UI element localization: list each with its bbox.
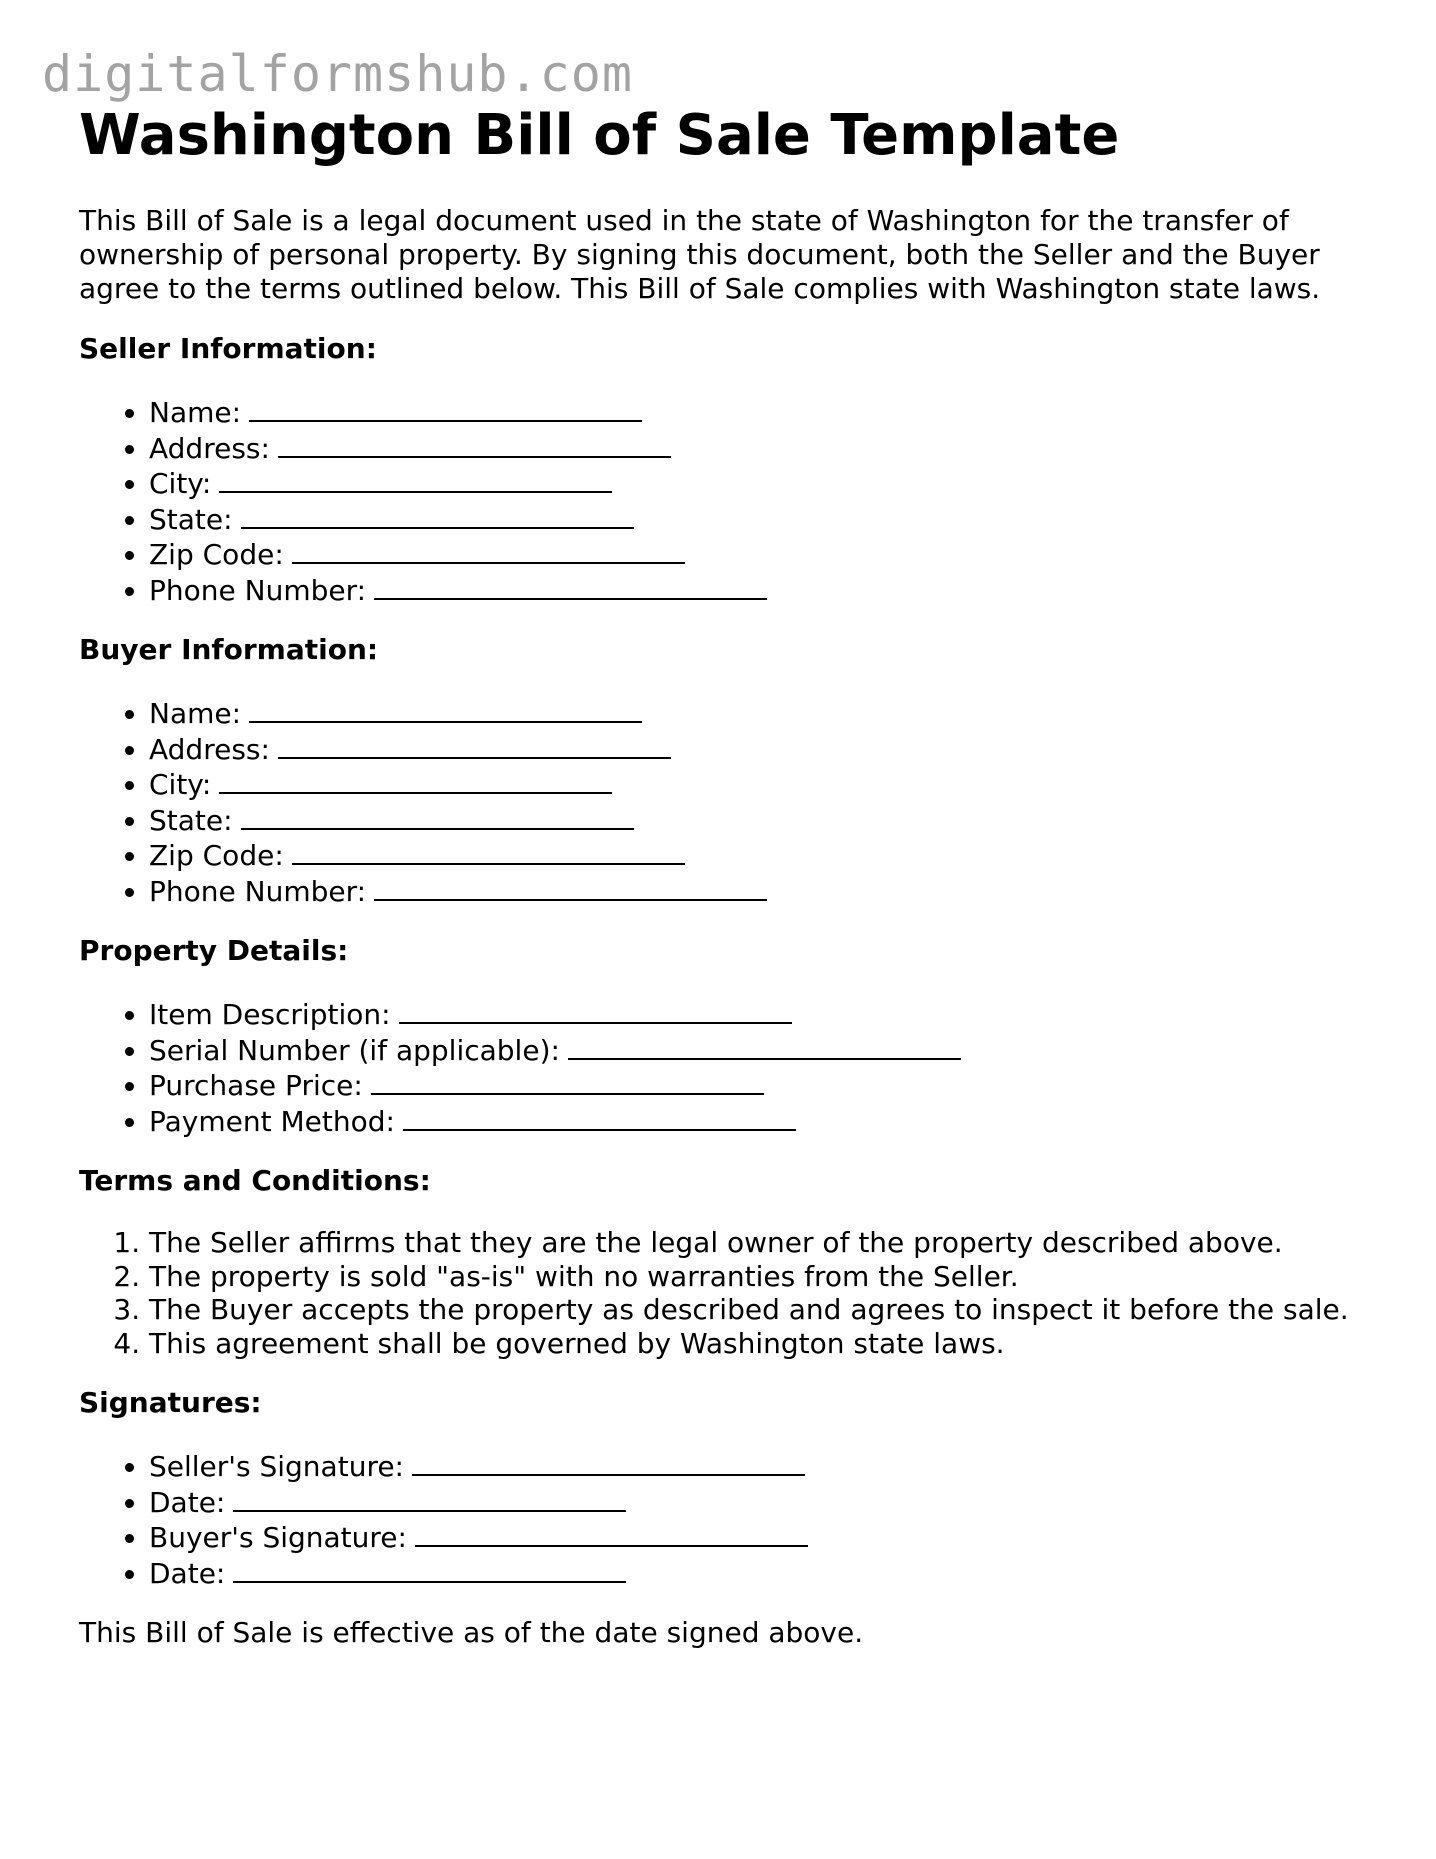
field-label: Date:: [149, 1556, 226, 1590]
seller-signature-blank[interactable]: [412, 1448, 805, 1476]
field-label: Serial Number (if applicable):: [149, 1033, 560, 1067]
buyer-name-blank[interactable]: [249, 695, 642, 723]
property-heading: Property Details:: [79, 934, 349, 967]
page-title: Washington Bill of Sale Template: [79, 103, 1120, 168]
terms-list: [79, 1226, 1379, 1360]
list-item: [149, 501, 1379, 537]
field-label: Item Description:: [149, 998, 391, 1031]
closing-statement: This Bill of Sale is effective as of the date signed above.: [79, 1616, 864, 1649]
list-item: [149, 394, 1379, 430]
buyer-address-blank[interactable]: [278, 731, 671, 759]
buyer-fields: [79, 695, 1379, 908]
list-item: 3. The Buyer accepts the property as described and agrees to inspect it before the sale.: [149, 1293, 1379, 1327]
seller-city-blank[interactable]: [219, 465, 612, 493]
list-item: [149, 536, 1379, 572]
seller-date-blank[interactable]: [233, 1484, 626, 1512]
list-item: [149, 1519, 1379, 1555]
field-label: Purchase Price:: [149, 1069, 363, 1102]
list-item: [149, 996, 1379, 1032]
buyer-heading: Buyer Information:: [79, 633, 379, 666]
field-label: Payment Method:: [149, 1104, 395, 1138]
field-label: City:: [149, 768, 212, 801]
buyer-phone-blank[interactable]: [374, 873, 767, 901]
list-item: [149, 430, 1379, 466]
list-item: [149, 802, 1379, 838]
list-item: 1. The Seller affirms that they are the legal owner of the property described above.: [149, 1226, 1379, 1260]
field-label: Zip Code:: [149, 538, 284, 571]
field-label: Phone Number:: [149, 874, 367, 908]
signature-fields: [79, 1448, 1379, 1590]
field-label: Address:: [149, 431, 270, 465]
field-label: Zip Code:: [149, 839, 284, 872]
field-label: Seller's Signature:: [149, 1450, 404, 1483]
document-body: [79, 100, 1379, 1650]
field-label: City:: [149, 467, 212, 500]
field-label: Name:: [149, 697, 242, 730]
serial-number-blank[interactable]: [568, 1032, 961, 1060]
field-label: Buyer's Signature:: [149, 1521, 407, 1554]
seller-name-blank[interactable]: [249, 394, 642, 422]
field-label: Phone Number:: [149, 573, 367, 607]
terms-heading: Terms and Conditions:: [79, 1164, 431, 1197]
buyer-signature-blank[interactable]: [415, 1519, 808, 1547]
field-label: State:: [149, 803, 233, 837]
list-item: [149, 1067, 1379, 1103]
buyer-date-blank[interactable]: [233, 1555, 626, 1583]
item-description-blank[interactable]: [399, 996, 792, 1024]
seller-phone-blank[interactable]: [374, 572, 767, 600]
intro-paragraph: This Bill of Sale is a legal document used in the state of Washington for the transfer of ownership of personal property. By signing this document, both the Seller and the Buyer agree to the terms outlined below. This Bill of Sale complies with Washington state laws.: [79, 204, 1321, 305]
seller-state-blank[interactable]: [241, 501, 634, 529]
field-label: Name:: [149, 396, 242, 429]
list-item: [149, 873, 1379, 909]
list-item: [149, 465, 1379, 501]
buyer-city-blank[interactable]: [219, 766, 612, 794]
buyer-zip-blank[interactable]: [292, 837, 685, 865]
watermark-logo: digitalformshub.com: [42, 45, 633, 103]
list-item: [149, 766, 1379, 802]
seller-fields: [79, 394, 1379, 607]
list-item: [149, 1484, 1379, 1520]
property-fields: [79, 996, 1379, 1138]
payment-method-blank[interactable]: [403, 1103, 796, 1131]
signatures-heading: Signatures:: [79, 1386, 262, 1419]
field-label: Address:: [149, 732, 270, 766]
field-label: Date:: [149, 1485, 226, 1519]
list-item: [149, 572, 1379, 608]
seller-heading: Seller Information:: [79, 332, 377, 365]
list-item: [149, 1032, 1379, 1068]
field-label: State:: [149, 502, 233, 536]
list-item: [149, 695, 1379, 731]
list-item: [149, 1555, 1379, 1591]
seller-address-blank[interactable]: [278, 430, 671, 458]
list-item: 2. The property is sold "as-is" with no warranties from the Seller.: [149, 1260, 1379, 1294]
list-item: 4. This agreement shall be governed by Washington state laws.: [149, 1327, 1379, 1361]
buyer-state-blank[interactable]: [241, 802, 634, 830]
seller-zip-blank[interactable]: [292, 536, 685, 564]
list-item: [149, 731, 1379, 767]
list-item: [149, 1448, 1379, 1484]
list-item: [149, 837, 1379, 873]
purchase-price-blank[interactable]: [371, 1067, 764, 1095]
list-item: [149, 1103, 1379, 1139]
